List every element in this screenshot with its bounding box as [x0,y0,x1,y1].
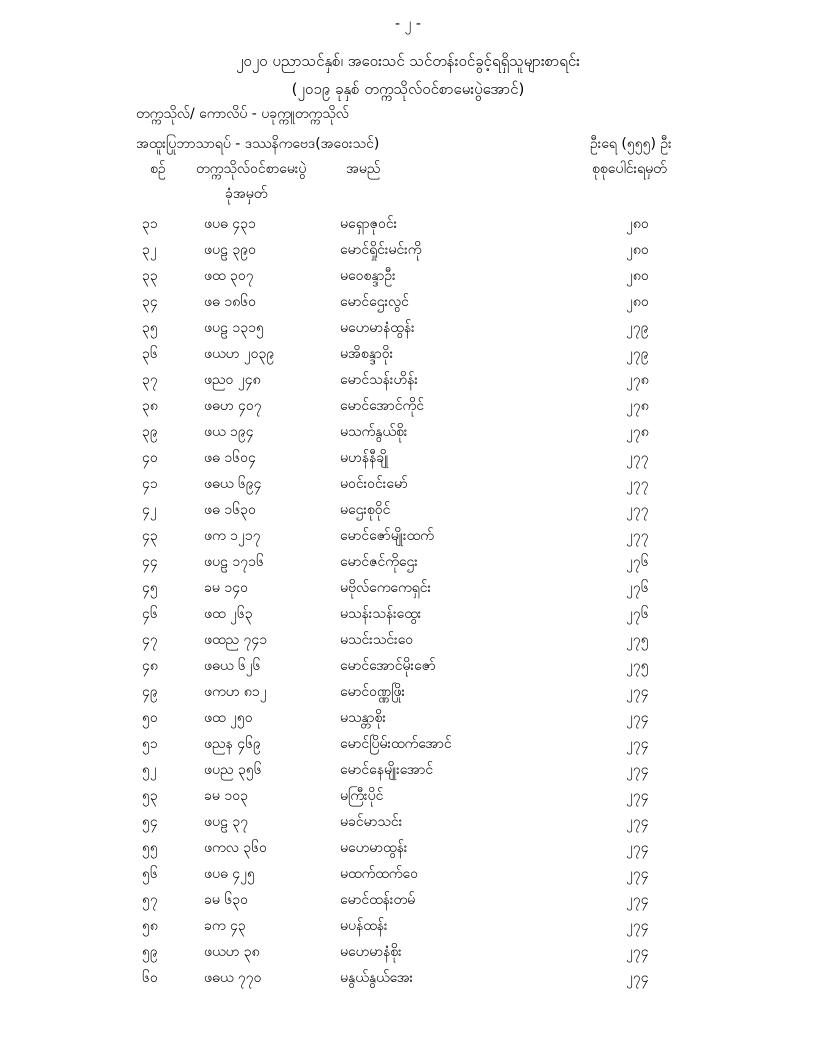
student-name: မောင်ဌေးလွင် [340,294,409,310]
total-marks: ၂၇၆ [626,554,649,570]
header-roll-number-line2: ခုံအမှတ် [225,186,268,202]
row-number: ၄၂ [142,502,157,518]
row-number: ၅၄ [142,814,158,830]
student-name: မောင်ဝဏ္ဏဖြိုး [340,684,405,700]
row-number: ၄၁ [142,476,158,492]
roll-number: ဖဓ ၁၈၆၀ [204,294,256,310]
roll-number: ဖည၀ ၂၄၈ [204,372,261,388]
total-marks: ၂၇၄ [626,684,649,700]
table-row [0,498,816,524]
row-number: ၄၆ [142,606,158,622]
roll-number: ဖယဟ ၃၈ [204,944,260,960]
total-marks: ၂၇၉ [626,346,649,362]
table-row [0,914,816,940]
total-marks: ၂၇၅ [626,658,649,674]
table-row [0,888,816,914]
student-name: မပန်ထန်း [340,918,388,934]
student-name: မဝင်းဝင်းမော် [340,476,408,492]
student-name: မဟေမာနံထွန်း [340,320,415,336]
total-marks: ၂၇၈ [626,398,649,414]
roll-number: ဖထ ၃၀၇ [204,268,254,284]
table-row [0,290,816,316]
table-row [0,238,816,264]
total-marks: ၂၇၆ [626,606,649,622]
row-number: ၃၅ [142,320,158,336]
total-marks: ၂၇၉ [626,320,649,336]
table-row [0,706,816,732]
total-marks: ၂၇၅ [626,632,649,648]
student-list [0,212,816,992]
student-name: မခင်မာသင်း [340,814,403,830]
row-number: ၅၉ [142,944,158,960]
header-no: စဉ် [150,161,166,177]
row-number: ၃၃ [142,268,158,284]
header-marks: စုစုပေါင်းရမှတ် [592,161,667,177]
row-number: ၄၈ [142,658,158,674]
roll-number: ဖဓဟ ၄၀၇ [204,398,262,414]
table-row [0,966,816,992]
row-number: ၄၀ [142,450,158,466]
row-number: ၄၄ [142,554,158,570]
table-row [0,368,816,394]
student-name: မောင်နေမျိုးအောင် [340,762,434,778]
student-name: မောင်အောင်မိုးဇော် [340,658,436,674]
student-name: မသန္တာစိုး [340,710,386,726]
student-name: မဟန်နီချို [340,450,389,466]
roll-number: ဖထည ၇၄၁ [204,632,268,648]
total-marks: ၂၇၄ [626,840,649,856]
row-number: ၄၉ [142,684,158,700]
total-marks: ၂၈၀ [626,216,649,232]
student-name: မသင်းသင်းဝေ [340,632,414,648]
roll-number: ဖပဠ ၁၃၁၅ [204,320,264,336]
table-row [0,680,816,706]
student-name: မဌေးစုဝိုင် [340,502,391,518]
student-name: မောင်သန်းဟိန်း [340,372,418,388]
table-row [0,576,816,602]
major-line: အထူးပြုဘာသာရပ် - ဒဿနိကဗေဒ(အဝေးသင်) [136,136,380,152]
table-row [0,212,816,238]
row-number: ၅၆ [142,866,158,882]
total-marks: ၂၇၄ [626,918,649,934]
table-row [0,628,816,654]
total-marks: ၂၇၄ [626,762,649,778]
student-name: မောင်အောင်ကိုင် [340,398,425,414]
row-number: ၅၁ [142,736,158,752]
table-row [0,316,816,342]
roll-number: ဖဓယ ၆၉၄ [204,476,262,492]
header-roll-number: တက္ကသိုလ်ဝင်စာမေးပွဲ [196,161,307,177]
roll-number: ဖပဠ ၁၇၁၆ [204,554,264,570]
table-row [0,836,816,862]
student-name: မသန်းသန်းထွေး [340,606,422,622]
student-name: မဗိုလ်ကေကေရှင်း [340,580,432,596]
total-marks: ၂၇၄ [626,892,649,908]
row-number: ၅၀ [142,710,158,726]
row-number: ၆၀ [142,970,158,986]
roll-number: ဖဓ ၁၆၀၄ [204,450,256,466]
table-row [0,420,816,446]
roll-number: ဖဓယ ၇၇၀ [204,970,262,986]
student-name: မနွယ်နွယ်အေး [340,970,414,986]
total-marks: ၂၇၄ [626,736,649,752]
student-name: မရှောဇုဝင်း [340,216,398,232]
table-row [0,550,816,576]
roll-number: ဖယ ၁၉၄ [204,424,254,440]
university-line: တက္ကသိုလ်/ ကောလိပ် - ပခုက္ကူတက္ကသိုလ် [136,106,349,122]
total-marks: ၂၇၈ [626,372,649,388]
total-count: ဦးရေ (၅၅၅) ဦး [590,136,672,152]
table-row [0,472,816,498]
student-name: မောင်ထန်းတမ် [340,892,416,908]
roll-number: ဖညန ၄၆၉ [204,736,261,752]
student-name: မအိစန္ဒာဝိုး [340,346,394,362]
table-row [0,862,816,888]
table-row [0,394,816,420]
roll-number: ဖထ ၂၅၀ [204,710,253,726]
document-subtitle: (၂၀၁၉ ခုနှစ် တက္ကသိုလ်ဝင်စာမေးပွဲအောင်) [291,80,525,98]
total-marks: ၂၇၇ [626,476,649,492]
page-number: - ၂ - [395,16,421,32]
total-marks: ၂၇၇ [626,450,649,466]
row-number: ၅၇ [142,892,158,908]
roll-number: ဖက ၁၂၁၇ [204,528,261,544]
roll-number: ဖပဓ ၄၂၅ [204,866,255,882]
table-row [0,524,816,550]
total-marks: ၂၈၀ [626,242,649,258]
table-row [0,342,816,368]
row-number: ၄၅ [142,580,158,596]
table-row [0,446,816,472]
roll-number: ခက ၄၃ [204,918,246,934]
row-number: ၃၇ [142,372,158,388]
roll-number: ဖယဟ ၂၀၃၉ [204,346,275,362]
total-marks: ၂၇၄ [626,788,649,804]
roll-number: ဖပဓ ၄၃၁ [204,216,256,232]
row-number: ၃၉ [142,424,158,440]
roll-number: ဖဓ ၁၆၃၀ [204,502,256,518]
student-name: မောင်ဇော်မျိုးထက် [340,528,434,544]
table-row [0,732,816,758]
total-marks: ၂၇၄ [626,866,649,882]
student-name: မဟေမာထွန်း [340,840,408,856]
total-marks: ၂၇၄ [626,944,649,960]
table-row [0,810,816,836]
table-row [0,602,816,628]
table-row [0,940,816,966]
row-number: ၃၂ [142,242,157,258]
student-name: မထက်ထက်ဝေ [340,866,418,882]
table-row [0,758,816,784]
student-name: မကြီးပိုင် [340,788,384,804]
student-name: မဟေမာနံစိုး [340,944,402,960]
document-title: ၂၀၂၀ ပညာသင်နှစ်၊ အဝေးသင် သင်တန်းဝင်ခွင့်ရရှိသူများစာရင်း [236,52,580,70]
total-marks: ၂၇၈ [626,424,649,440]
roll-number: ဖကလ ၃၆၀ [204,840,267,856]
roll-number: ခမ ၆၃၀ [204,892,248,908]
table-row [0,784,816,810]
row-number: ၅၅ [142,840,158,856]
total-marks: ၂၇၄ [626,710,649,726]
row-number: ၄၇ [142,632,158,648]
roll-number: ဖပဠ ၃၇ [204,814,249,830]
row-number: ၅၂ [142,762,157,778]
student-name: မောင်ရှိုင်းမင်းကို [340,242,422,258]
total-marks: ၂၇၄ [626,970,649,986]
header-name: အမည် [346,161,381,177]
roll-number: ဖကဟ ၈၁၂ [204,684,267,700]
roll-number: ဖဓယ ၆၂၆ [204,658,261,674]
total-marks: ၂၇၇ [626,528,649,544]
row-number: ၃၁ [142,216,158,232]
roll-number: ခမ ၁၀၃ [204,788,248,804]
student-name: မောင်ဇင်ကိုဌေး [340,554,418,570]
row-number: ၅၈ [142,918,158,934]
row-number: ၃၆ [142,346,158,362]
row-number: ၃၈ [142,398,158,414]
row-number: ၄၃ [142,528,158,544]
roll-number: ဖပည ၃၅၆ [204,762,262,778]
roll-number: ဖပဠ ၃၉၀ [204,242,257,258]
table-row [0,264,816,290]
student-name: မသက်နွယ်စိုး [340,424,408,440]
total-marks: ၂၇၆ [626,580,649,596]
student-name: မောင်ပြိမ်းထက်အောင် [340,736,452,752]
roll-number: ခမ ၁၄၀ [204,580,248,596]
row-number: ၃၄ [142,294,158,310]
student-name: မဝေစန္ဒာဦး [340,268,396,284]
row-number: ၅၃ [142,788,158,804]
total-marks: ၂၈၀ [626,268,649,284]
total-marks: ၂၈၀ [626,294,649,310]
roll-number: ဖထ ၂၆၃ [204,606,253,622]
total-marks: ၂၇၄ [626,814,649,830]
total-marks: ၂၇၇ [626,502,649,518]
table-row [0,654,816,680]
